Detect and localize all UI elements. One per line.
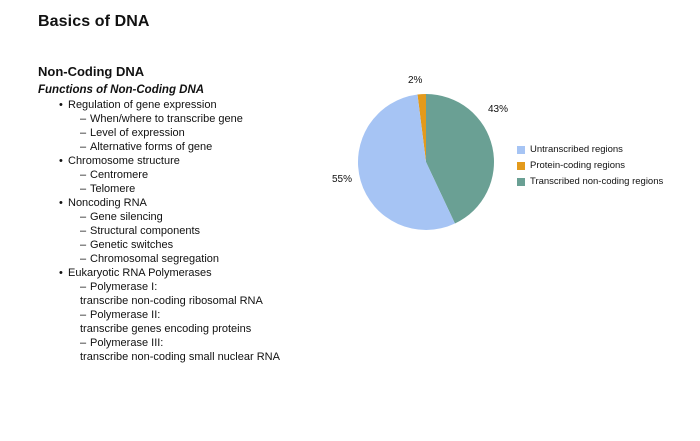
legend-label: Transcribed non-coding regions [530,176,664,187]
outline-subitem-detail: transcribe non-coding ribosomal RNA [80,295,263,307]
legend-label: Protein-coding regions [530,160,626,171]
dna-composition-pie-chart [320,66,550,246]
outline-subitem: – Polymerase II: [80,309,161,321]
outline-subitem: – Genetic switches [80,239,174,251]
outline-item [38,196,280,210]
outline-subitem-label: Gene silencing [90,211,163,223]
outline-subitem: – Polymerase I: [80,281,158,293]
functions-heading: Functions of Non-Coding DNA [38,84,205,96]
outline-item-label: Chromosome structure [68,155,180,167]
outline-subitem-label: Telomere [90,183,136,195]
outline-item-label: Regulation of gene expression [68,99,217,111]
legend-swatch-transcribed-noncoding [517,178,525,186]
outline-item [38,98,280,112]
legend-label: Untranscribed regions [530,144,623,155]
outline-subitem: – Telomere [80,183,136,195]
outline-subitem-label: When/where to transcribe gene [90,113,243,125]
outline-subitem-label: Structural components [90,225,201,237]
outline-item [38,154,280,168]
outline-item-label: Noncoding RNA [68,197,147,209]
outline-subitem: – Polymerase III: [80,337,164,349]
slide-title: Basics of DNA [38,13,150,30]
outline-item-label: Eukaryotic RNA Polymerases [68,267,212,279]
outline-subitem-label: Chromosomal segregation [90,253,220,265]
pie-data-label-untranscribed: 55% [332,174,353,185]
outline-subitem: – Gene silencing [80,211,163,223]
pie-chart-svg [320,66,550,246]
pie-data-label-transcribed-noncoding: 43% [488,104,509,115]
outline-subitem-detail: transcribe non-coding small nuclear RNA [80,351,280,363]
outline-subitem: – Level of expression [80,127,185,139]
outline-subitem-label: Polymerase II: [90,309,161,321]
chart-legend [517,142,663,190]
outline-subitem-label: Genetic switches [90,239,174,251]
outline-subitem-label: Centromere [90,169,149,181]
legend-item-protein-coding [517,158,663,174]
outline-subitem: – Alternative forms of gene [80,141,213,153]
outline-subitem: – Chromosomal segregation [80,253,220,265]
legend-swatch-untranscribed [517,146,525,154]
pie-data-label-protein-coding: 2% [408,75,423,86]
outline-subitem-detail: transcribe genes encoding proteins [80,323,252,335]
outline-subitem-label: Level of expression [90,127,185,139]
outline-subitem: – When/where to transcribe gene [80,113,243,125]
outline-subitem-label: Polymerase I: [90,281,158,293]
outline-subitem-label: Polymerase III: [90,337,164,349]
outline-item [38,266,280,280]
legend-item-untranscribed [517,142,663,158]
outline-subitem-label: Alternative forms of gene [90,141,213,153]
section-heading: Non-Coding DNA [38,64,145,79]
legend-swatch-protein-coding [517,162,525,170]
outline-subitem: – Centromere [80,169,149,181]
functions-outline [38,98,280,364]
outline-subitem: – Structural components [80,225,201,237]
legend-item-transcribed-noncoding [517,174,663,190]
